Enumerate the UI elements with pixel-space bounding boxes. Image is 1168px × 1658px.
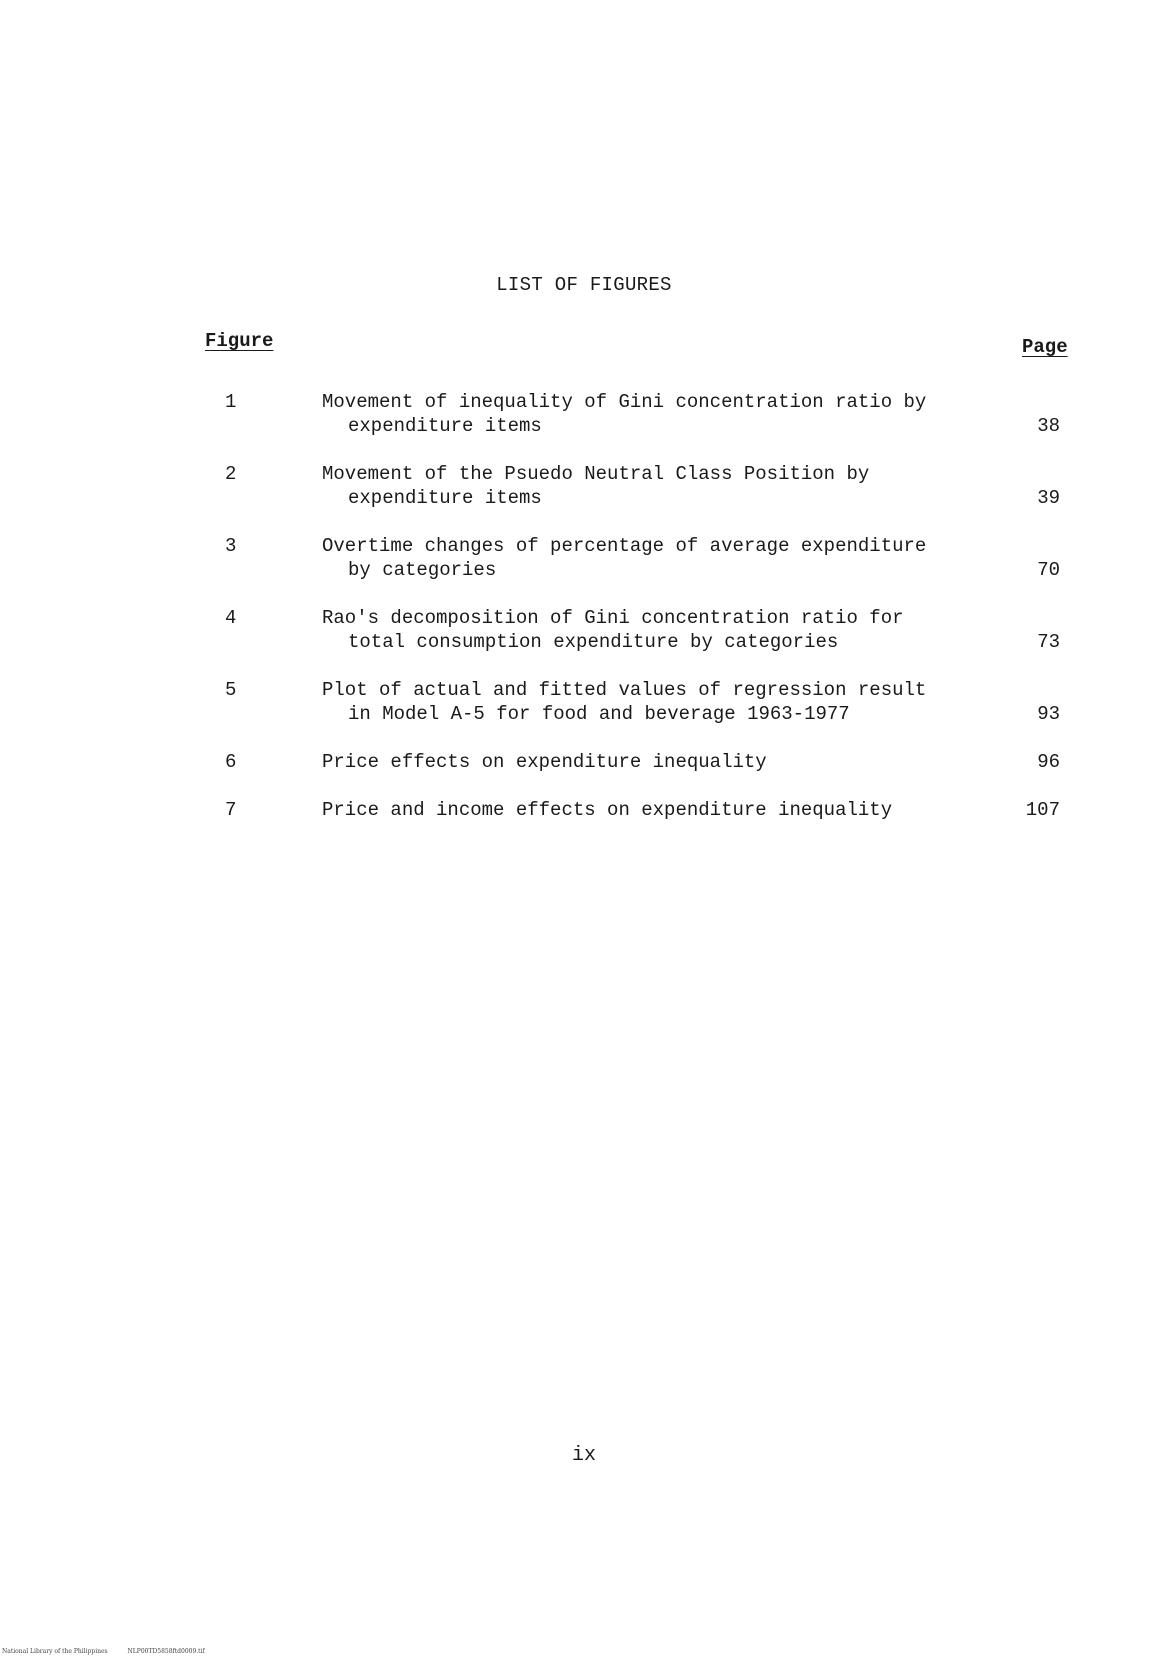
figure-title: Movement of inequality of Gini concentration ratio by expenditure items bbox=[322, 391, 927, 437]
figure-title: Price effects on expenditure inequality bbox=[322, 751, 767, 773]
page-column-header: Page bbox=[1022, 336, 1068, 358]
figure-page: 96 bbox=[1037, 751, 1060, 773]
scan-credit bbox=[2, 1648, 205, 1655]
figure-title: Price and income effects on expenditure inequality bbox=[322, 799, 893, 821]
figure-entry bbox=[0, 462, 1168, 510]
figure-number: 7 bbox=[225, 799, 237, 821]
figure-page: 107 bbox=[1025, 799, 1060, 821]
figure-title: Movement of the Psuedo Neutral Class Position by expenditure items bbox=[322, 463, 870, 509]
figure-entry bbox=[0, 606, 1168, 654]
figure-page: 93 bbox=[1037, 703, 1060, 725]
figure-entry bbox=[0, 534, 1168, 582]
figure-column-header: Figure bbox=[205, 330, 274, 352]
page-number: ix bbox=[571, 1444, 596, 1467]
figure-title: Rao's decomposition of Gini concentration ratio for total consumption expenditure by categories bbox=[322, 607, 904, 653]
figure-number: 2 bbox=[225, 463, 237, 485]
figure-entry bbox=[0, 390, 1168, 438]
scan-filename: NLP00TD5858ftd0009.tif bbox=[127, 1648, 205, 1655]
figure-number: 3 bbox=[225, 535, 237, 557]
figure-number: 6 bbox=[225, 751, 237, 773]
scan-library: National Library of the Philippines bbox=[2, 1648, 108, 1655]
figure-title: Plot of actual and fitted values of regression result in Model A-5 for food and beverage 1963-1977 bbox=[322, 679, 927, 725]
figure-number: 5 bbox=[225, 679, 237, 701]
figure-entry bbox=[0, 750, 1168, 774]
figure-page: 39 bbox=[1037, 487, 1060, 509]
figure-entry bbox=[0, 798, 1168, 822]
figure-title: Overtime changes of percentage of average expenditure by categories bbox=[322, 535, 927, 581]
figure-number: 4 bbox=[225, 607, 237, 629]
figure-number: 1 bbox=[225, 391, 237, 413]
figure-page: 73 bbox=[1037, 631, 1060, 653]
figure-page: 38 bbox=[1037, 415, 1060, 437]
figure-entry bbox=[0, 678, 1168, 726]
figure-list bbox=[0, 390, 1168, 846]
figure-page: 70 bbox=[1037, 559, 1060, 581]
page-title: LIST OF FIGURES bbox=[496, 274, 672, 296]
